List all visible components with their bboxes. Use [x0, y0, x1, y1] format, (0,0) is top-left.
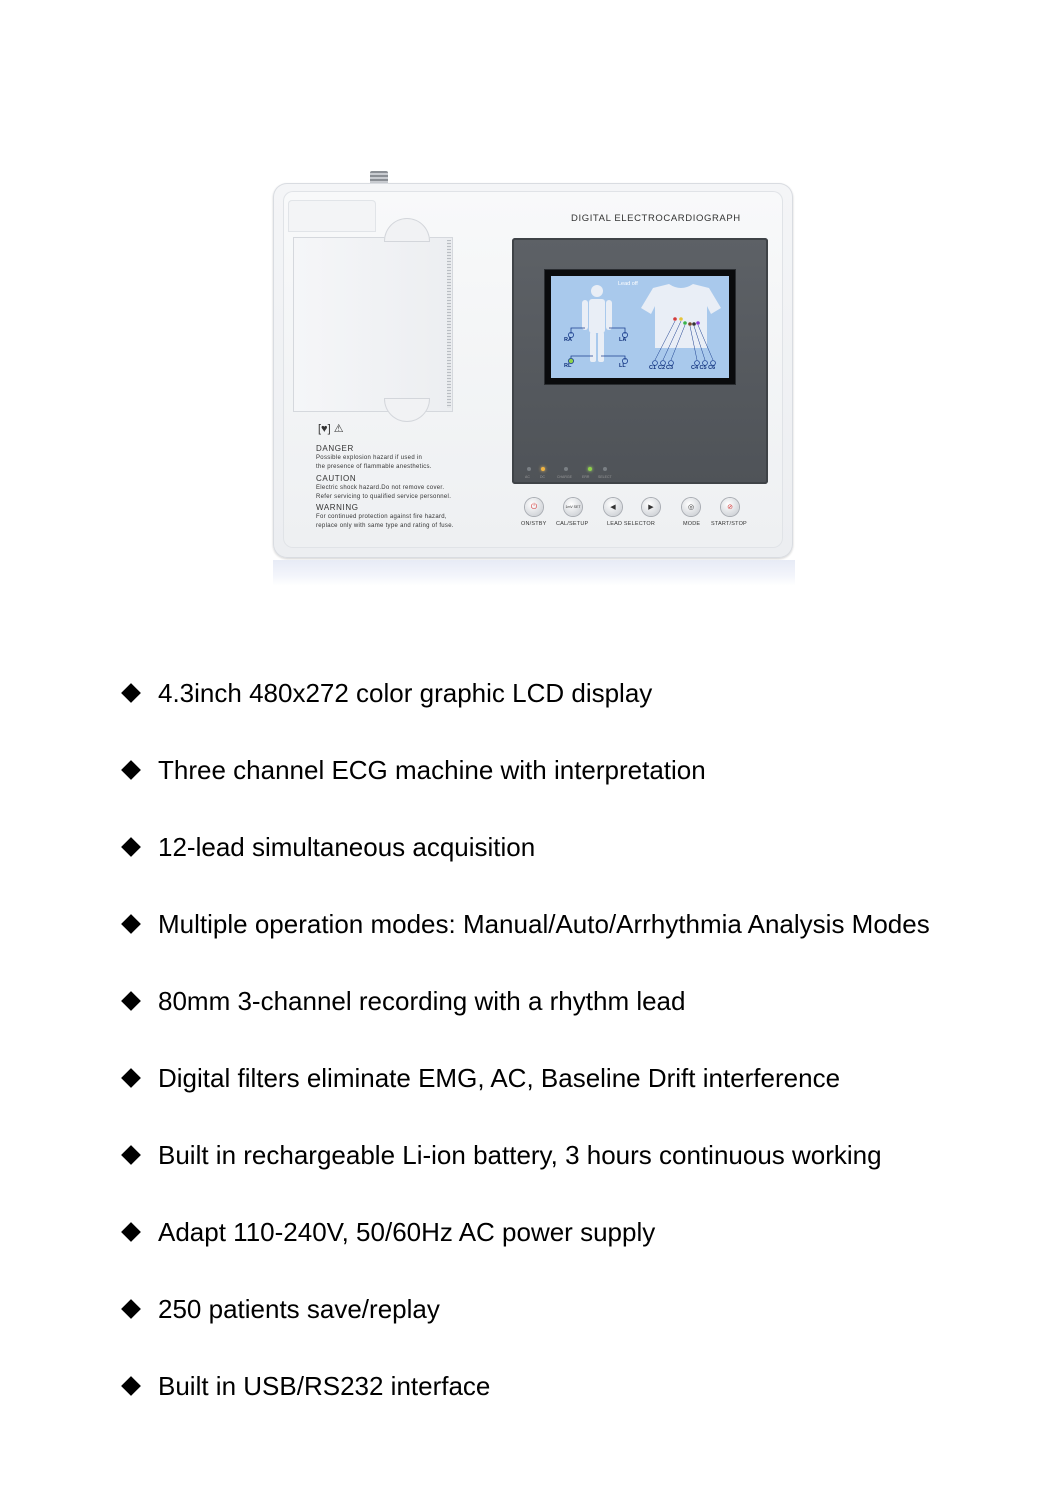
danger-line-1: Possible explosion hazard if used in — [316, 455, 423, 461]
diamond-bullet-icon — [121, 914, 141, 934]
start-stop-label: START/STOP — [711, 521, 747, 527]
left-arrow-icon: ◀ — [610, 504, 616, 511]
diamond-bullet-icon — [121, 683, 141, 703]
lead-label-c1: C1 — [649, 365, 657, 371]
feature-item — [120, 907, 930, 941]
body-torso-icon — [589, 299, 605, 333]
feature-text: 80mm 3-channel recording with a rhythm lead — [158, 985, 686, 1016]
feature-item — [120, 753, 706, 787]
diamond-bullet-icon — [121, 1222, 141, 1242]
warning-heading: WARNING — [316, 503, 359, 512]
cal-setup-button[interactable] — [564, 498, 582, 516]
lead-label-ll: LL — [619, 363, 626, 369]
diamond-bullet-icon — [121, 1068, 141, 1088]
diamond-bullet-icon — [121, 1376, 141, 1396]
printer-hinge — [447, 240, 451, 408]
led-ac — [527, 467, 531, 471]
warning-symbols: [♥] ⚠ — [318, 423, 344, 435]
feature-text: Built in USB/RS232 interface — [158, 1370, 491, 1401]
led-select — [603, 467, 607, 471]
start-stop-button[interactable] — [721, 498, 739, 516]
feature-text: Adapt 110-240V, 50/60Hz AC power supply — [158, 1216, 656, 1247]
feature-item — [120, 1061, 840, 1095]
diamond-bullet-icon — [121, 837, 141, 857]
lead-status-text: Lead off — [618, 281, 638, 287]
setup-icon: 1mV SET — [565, 505, 581, 509]
diamond-bullet-icon — [121, 1145, 141, 1165]
feature-text: Three channel ECG machine with interpretation — [158, 754, 706, 785]
mode-label: MODE — [683, 521, 701, 527]
led-label-ac: AC — [525, 475, 530, 479]
lead-label-la: LA — [619, 337, 627, 343]
printer-top-tab — [288, 200, 376, 232]
diamond-bullet-icon — [121, 760, 141, 780]
feature-text: 250 patients save/replay — [158, 1293, 440, 1324]
led-label-err: ERR — [582, 475, 590, 479]
feature-text: 4.3inch 480x272 color graphic LCD display — [158, 677, 653, 708]
danger-heading: DANGER — [316, 444, 354, 453]
feature-item — [120, 984, 685, 1018]
feature-text: 12-lead simultaneous acquisition — [158, 831, 536, 862]
led-charge — [564, 467, 568, 471]
lcd-screen — [545, 270, 735, 384]
power-icon: ⏻ — [530, 502, 538, 511]
feature-text: Multiple operation modes: Manual/Auto/Arrhythmia Analysis Modes — [158, 908, 930, 939]
lead-label-c4-c6: C4 C5 C6 — [691, 365, 716, 371]
feature-item — [120, 1369, 490, 1403]
caution-line-1: Electric shock hazard.Do not remove cover. — [316, 485, 445, 491]
lead-diagram — [551, 276, 729, 378]
device-reflection — [273, 560, 795, 586]
danger-line-2: the presence of flammable anesthetics. — [316, 464, 432, 470]
led-label-dc: DC — [540, 475, 546, 479]
on-stby-button[interactable] — [525, 498, 543, 516]
caution-heading: CAUTION — [316, 474, 357, 483]
lead-label-c2: C2 — [658, 365, 666, 371]
feature-item — [120, 1138, 882, 1172]
caution-line-2: Refer servicing to qualified service personnel. — [316, 494, 452, 500]
diamond-bullet-icon — [121, 991, 141, 1011]
feature-item — [120, 1292, 440, 1326]
right-arrow-icon: ▶ — [648, 504, 654, 511]
printer-door — [293, 237, 453, 412]
feature-item — [120, 830, 535, 864]
cal-setup-label: CAL/SETUP — [556, 521, 589, 527]
warning-line-1: For continued protection against fire hazard, — [316, 514, 447, 520]
lead-label-rl: RL — [564, 363, 572, 369]
led-label-charge: CHARGE — [557, 475, 572, 479]
feature-item — [120, 676, 652, 710]
led-dc — [541, 467, 545, 471]
lead-label-ra: RA — [564, 337, 572, 343]
device-title: DIGITAL ELECTROCARDIOGRAPH — [571, 213, 741, 224]
lead-selector-label: LEAD SELECTOR — [607, 521, 656, 527]
led-err — [588, 467, 592, 471]
on-stby-label: ON/STBY — [521, 521, 547, 527]
warning-line-2: replace only with same type and rating of fuse. — [316, 523, 454, 529]
start-stop-icon: ⊘ — [727, 504, 733, 511]
body-head-icon — [591, 285, 603, 297]
mode-button[interactable] — [682, 498, 700, 516]
lead-label-c3: C3 — [666, 365, 674, 371]
feature-text: Digital filters eliminate EMG, AC, Baseline Drift interference — [158, 1062, 841, 1093]
feature-item — [120, 1215, 655, 1249]
diamond-bullet-icon — [121, 1299, 141, 1319]
feature-text: Built in rechargeable Li-ion battery, 3 hours continuous working — [158, 1139, 882, 1170]
led-label-select: SELECT — [598, 475, 612, 479]
lead-right-button[interactable] — [642, 498, 660, 516]
mode-icon: ◎ — [687, 504, 695, 511]
lead-left-button[interactable] — [604, 498, 622, 516]
